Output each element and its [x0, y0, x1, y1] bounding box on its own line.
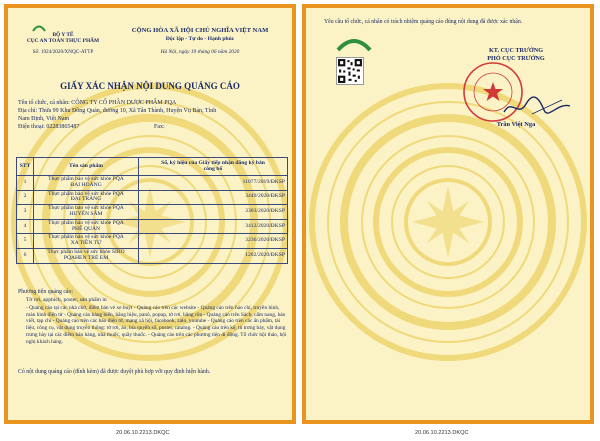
registration-number: 11077/2019/ĐKSP	[139, 176, 288, 191]
product-name: Thực phẩm bảo vệ sức khỏe PQA XA TIỀN TỬ	[34, 234, 139, 249]
product-name: Thực phẩm bảo vệ sức khỏe PQA ĐẠI HOÀNG	[34, 176, 139, 191]
qr-code-icon	[336, 57, 364, 85]
notice-text: Yêu cầu tổ chức, cá nhân có trách nhiệm quảng cáo đúng nội dung đã được xác nhận.	[324, 19, 523, 25]
registration-number: 3449/2020/ĐKSP	[139, 190, 288, 205]
product-name: Thực phẩm bảo vệ sức khỏe SIRO PQAHEN TRẺ EM	[34, 248, 139, 263]
methods-heading: Phương tiện quảng cáo:	[18, 289, 73, 295]
document-title: GIẤY XÁC NHẬN NỘI DUNG QUẢNG CÁO	[60, 81, 240, 91]
registration-number: 3412/2020/ĐKSP	[139, 219, 288, 234]
methods-print: Tờ rơi, apphich, poster, sản phẩm in	[26, 297, 107, 303]
signature-title-2: PHÓ CỤC TRƯỞNG	[487, 55, 545, 62]
table-row	[17, 205, 288, 220]
ministry-logo-icon	[32, 22, 46, 32]
registration-number: 3303/2020/ĐKSP	[139, 205, 288, 220]
methods-list: - Quảng cáo tại các nhà chờ, điểm bán vé xe buýt - Quảng cáo trên các website - Quảng cáo trên báo chí, truyền hình, màn hình điện tử - Quảng cáo bảng biển, băng hiệu, panô, popup, tờ rơi, băng rôn - Quảng cáo trên Sách, cẩm nang, báo viết, tạp chí - Quảng cáo trên các báo điện tử, mạng xã hội, facebook, zalo, youtube - Quảng cáo trên các ấn phẩm, tài liệu, công cụ, vật dụng truyền thông: tờ rơi, áo, bìa quyển sổ, poster, catalog. - Quảng cáo trên kệ, tủ trưng bày, vật dụng trưng bày tại các điểm bán hàng, nhà thuốc, quầy thuốc. - Quảng cáo trên các phương tiện di động. Tổ chức hội thảo, hội nghị khách hàng.	[26, 305, 287, 345]
signature-title-1: KT. CỤC TRƯỞNG	[488, 47, 544, 54]
phone-number: Điện thoại: 02283865487	[18, 124, 80, 130]
product-name: Thực phẩm bảo vệ sức khỏe PQA PHẾ QUẢN	[34, 219, 139, 234]
signature-icon	[502, 96, 572, 118]
row-number: 5	[17, 234, 34, 249]
document-number: Số: 1924/2020/XNQC-ATTP	[32, 49, 94, 55]
product-name: Thực phẩm bảo vệ sức khỏe PQA HUYẾN SÂM	[34, 205, 139, 220]
nation-line-2: Độc lập - Tự do - Hạnh phúc	[165, 36, 235, 42]
row-number: 6	[17, 248, 34, 263]
table-header-row	[17, 158, 288, 176]
closing-statement: Có nội dung quảng cáo (đính kèm) đã được duyệt phù hợp với quy định hiện hành.	[18, 369, 211, 375]
col-stt-header: STT	[17, 158, 34, 176]
registration-number: 1202/2020/ĐKSP	[139, 248, 288, 263]
row-number: 3	[17, 205, 34, 220]
organization-name: Tên tổ chức, cá nhân: CÔNG TY CỔ PHẦN DƯỢC PHẨM PQA	[18, 100, 177, 106]
row-number: 2	[17, 190, 34, 205]
fax-number: Fax:	[154, 124, 165, 130]
address-line-2: Nam Định, Việt Nam	[18, 116, 70, 122]
col-product-header: Tên sản phẩm	[34, 158, 139, 176]
product-name: Thực phẩm bảo vệ sức khỏe PQA ĐẠI TRÀNG	[34, 190, 139, 205]
agency-line-1: BỘ Y TẾ	[52, 32, 74, 38]
agency-line-2: CỤC AN TOÀN THỰC PHẨM	[26, 38, 100, 44]
nation-line-1: CỘNG HÒA XÃ HỘI CHỦ NGHĨA VIỆT NAM	[131, 27, 269, 34]
row-number: 1	[17, 176, 34, 191]
ministry-logo-icon	[336, 32, 372, 52]
signer-name: Trần Việt Nga	[496, 121, 536, 128]
certificate-page-2	[302, 4, 594, 424]
place-date: Hà Nội, ngày 19 tháng 06 năm 2020	[160, 49, 240, 55]
row-number: 4	[17, 219, 34, 234]
table-row	[17, 190, 288, 205]
product-table	[16, 157, 288, 264]
table-row	[17, 234, 288, 249]
certificate-page-1	[4, 4, 296, 424]
page-2-footer-code: 20.06.10.2213.DKQC	[415, 430, 469, 436]
table-row	[17, 219, 288, 234]
page-1-footer-code: 20.06.10.2213.DKQC	[116, 430, 170, 436]
table-row	[17, 176, 288, 191]
table-row	[17, 248, 288, 263]
registration-number: 3236/2020/ĐKSP	[139, 234, 288, 249]
address-line-1: Địa chỉ: Thửa 99 Khu Đồng Quán, đường 10, Xã Tân Thành, Huyện Vụ Bản, Tỉnh	[18, 108, 217, 114]
col-registration-header: Số, ký hiệu của Giấy tiếp nhận đăng ký bản công bố	[139, 158, 288, 176]
